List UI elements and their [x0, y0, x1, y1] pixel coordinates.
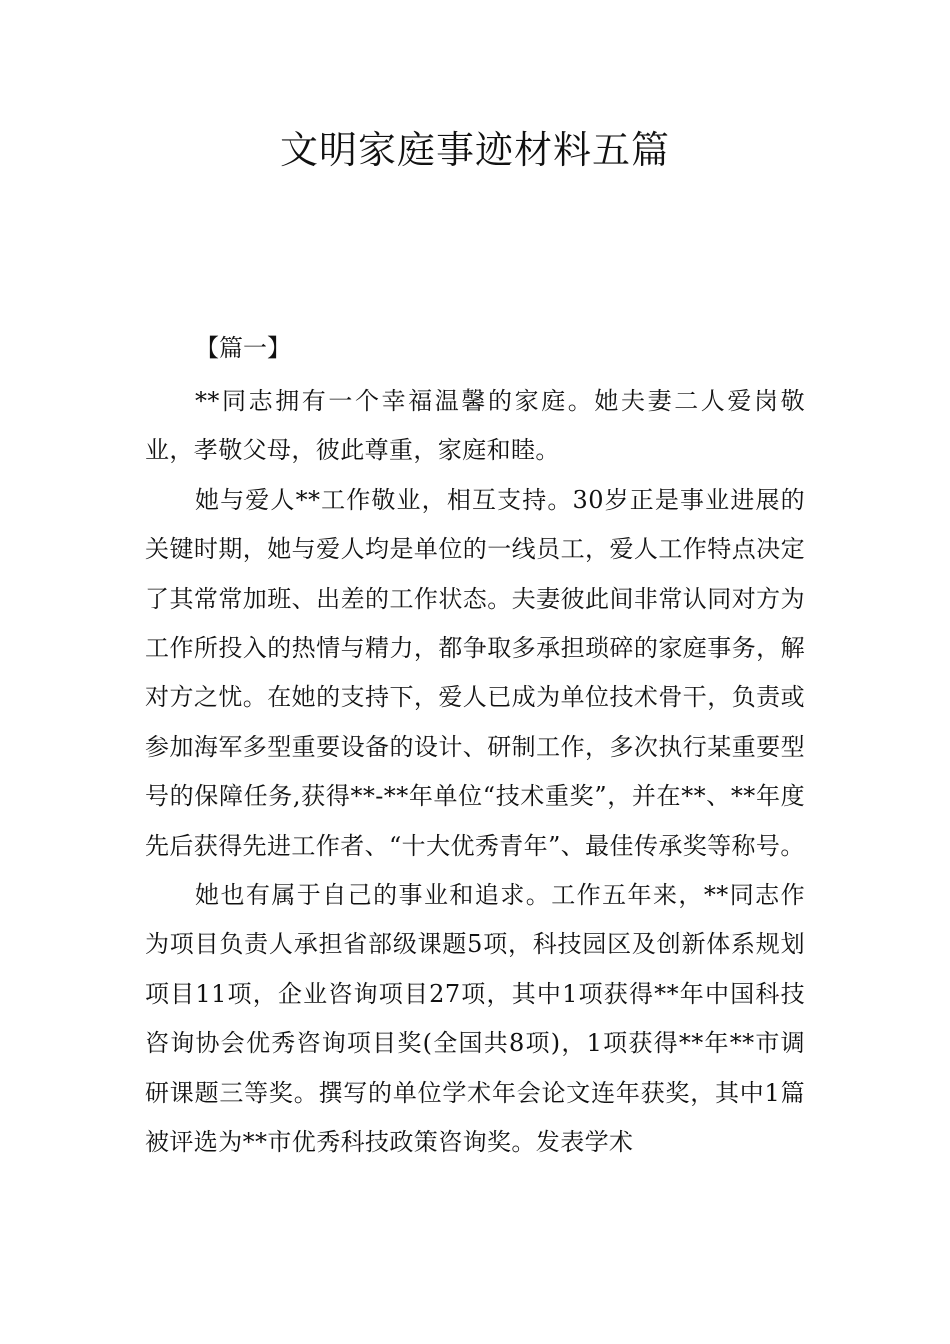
paragraph: **同志拥有一个幸福温馨的家庭。她夫妻二人爱岗敬业，孝敬父母，彼此尊重，家庭和睦。 [145, 387, 805, 465]
section-label: 【篇一】 [195, 334, 291, 362]
document-body [145, 377, 805, 1168]
paragraph: 她与爱人**工作敬业，相互支持。30岁正是事业进展的关键时期，她与爱人均是单位的一线员工，爱人工作特点决定了其常常加班、出差的工作状态。夫妻彼此间非常认同对方为工作所投入的热情与精力，都争取多承担琐碎的家庭事务，解对方之忧。在她的支持下，爱人已成为单位技术骨干，负责或参加海军多型重要设备的设计、研制工作，多次执行某重要型号的保障任务,获得**-**年单位“技术重奖”，并在**、**年度先后获得先进工作者、“十大优秀青年”、最佳传承奖等称号。 [145, 485, 805, 860]
paragraph: 她也有属于自己的事业和追求。工作五年来，**同志作为项目负责人承担省部级课题5项，科技园区及创新体系规划项目11项，企业咨询项目27项，其中1项获得**年中国科技咨询协会优秀咨询项目奖(全国共8项)，1项获得**年**市调研课题三等奖。撰写的单位学术年会论文连年获奖，其中1篇被评选为**市优秀科技政策咨询奖。发表学术 [145, 881, 805, 1157]
document-title: 文明家庭事迹材料五篇 [279, 128, 670, 172]
